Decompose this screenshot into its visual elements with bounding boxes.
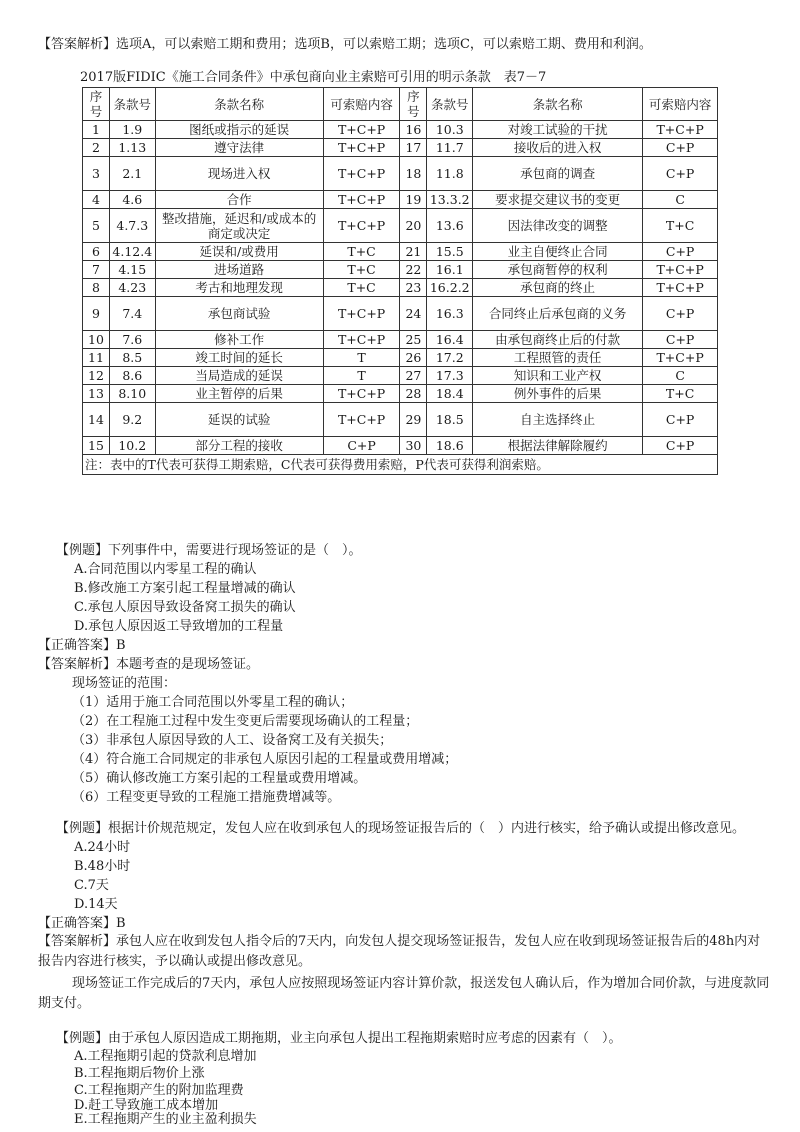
table-cell: 14 bbox=[83, 403, 110, 437]
q2-option: A.24小时 bbox=[74, 840, 131, 855]
table-cell: 16.2.2 bbox=[427, 279, 473, 297]
table-cell: 28 bbox=[400, 385, 427, 403]
table-cell: 承包商试验 bbox=[155, 297, 323, 331]
table-cell: 要求提交建议书的变更 bbox=[473, 191, 643, 209]
table-cell: C+P bbox=[643, 297, 718, 331]
q2-option: D.14天 bbox=[74, 897, 118, 912]
table-row bbox=[83, 297, 718, 331]
table-cell: 自主选择终止 bbox=[473, 403, 643, 437]
table-cell: 现场进入权 bbox=[155, 157, 323, 191]
q1-option: A.合同范围以内零星工程的确认 bbox=[74, 562, 257, 577]
q1-scope-item: （3）非承包人原因导致的人工、设备窝工及有关损失； bbox=[72, 733, 393, 748]
table-cell: T+C bbox=[323, 279, 400, 297]
table-cell: 18.6 bbox=[427, 437, 473, 455]
table-cell: T+C bbox=[643, 385, 718, 403]
table-row bbox=[83, 191, 718, 209]
table-cell: 11.8 bbox=[427, 157, 473, 191]
table-cell: 27 bbox=[400, 367, 427, 385]
table-cell: 9 bbox=[83, 297, 110, 331]
q1-scope-item: （6）工程变更导致的工程施工措施费增减等。 bbox=[72, 790, 341, 805]
table-cell: 因法律改变的调整 bbox=[473, 209, 643, 243]
q1-scope-item: （1）适用于施工合同范围以外零星工程的确认； bbox=[72, 695, 354, 710]
table-cell: 8.5 bbox=[109, 349, 155, 367]
table-cell: T bbox=[323, 367, 400, 385]
table-cell: 进场道路 bbox=[155, 261, 323, 279]
table-row bbox=[83, 385, 718, 403]
table-cell: 3 bbox=[83, 157, 110, 191]
table-cell: T bbox=[323, 349, 400, 367]
table-cell: 10.2 bbox=[109, 437, 155, 455]
table-cell: 4.7.3 bbox=[109, 209, 155, 243]
q2-option: B.48小时 bbox=[74, 859, 131, 874]
table-cell: 18.4 bbox=[427, 385, 473, 403]
q2-stem: 【例题】根据计价规范规定，发包人应在收到承包人的现场签证报告后的（ ）内进行核实，给予确认或提出修改意见。 bbox=[56, 821, 746, 836]
table-cell: 20 bbox=[400, 209, 427, 243]
q3-option: B.工程拖期后物价上涨 bbox=[74, 1066, 205, 1081]
table-cell: 30 bbox=[400, 437, 427, 455]
table-cell: 延误的试验 bbox=[155, 403, 323, 437]
q3-stem: 【例题】由于承包人原因造成工期拖期，业主向承包人提出工程拖期索赔时应考虑的因素有（ ）。 bbox=[56, 1031, 622, 1046]
table-row bbox=[83, 243, 718, 261]
table-cell: 工程照管的责任 bbox=[473, 349, 643, 367]
table-cell: C+P bbox=[643, 437, 718, 455]
table-cell: T+C+P bbox=[323, 385, 400, 403]
table-cell: 13.3.2 bbox=[427, 191, 473, 209]
table-body bbox=[83, 121, 718, 455]
table-cell: 1 bbox=[83, 121, 110, 139]
table-cell: 16.3 bbox=[427, 297, 473, 331]
q1-option: B.修改施工方案引起工程量增减的确认 bbox=[74, 581, 296, 596]
intro-analysis: 【答案解析】选项A，可以索赔工期和费用；选项B，可以索赔工期；选项C，可以索赔工期、费用和利润。 bbox=[38, 37, 652, 52]
table-cell: 整改措施，延迟和/或成本的商定或决定 bbox=[155, 209, 323, 243]
q1-scope-item: （5）确认修改施工方案引起的工程量或费用增减。 bbox=[72, 771, 367, 786]
table-cell: C+P bbox=[643, 243, 718, 261]
table-cell: 11.7 bbox=[427, 139, 473, 157]
table-cell: 17.2 bbox=[427, 349, 473, 367]
q2-analysis: 【答案解析】承包人应在收到发包人指令后的7天内，向发包人提交现场签证报告，发包人应在收到现场签证报告后的48h内对报告内容进行核实，予以确认或提出修改意见。 bbox=[38, 934, 761, 969]
q1-scope-title: 现场签证的范围： bbox=[72, 676, 177, 691]
table-cell: 图纸或指示的延误 bbox=[155, 121, 323, 139]
header-cell: 条款名称 bbox=[473, 88, 643, 121]
q1-scope-item: （4）符合施工合同规定的非承包人原因引起的工程量或费用增减； bbox=[72, 752, 458, 767]
table-cell: T+C+P bbox=[643, 279, 718, 297]
table-note: 注：表中的T代表可获得工期索赔，C代表可获得费用索赔，P代表可获得利润索赔。 bbox=[83, 455, 718, 475]
q1-option: C.承包人原因导致设备窝工损失的确认 bbox=[74, 600, 296, 615]
table-cell: 15 bbox=[83, 437, 110, 455]
table-cell: 16.4 bbox=[427, 331, 473, 349]
table-cell: T+C+P bbox=[323, 121, 400, 139]
table-cell: 29 bbox=[400, 403, 427, 437]
table-cell: C+P bbox=[643, 139, 718, 157]
table-cell: 4.15 bbox=[109, 261, 155, 279]
table-cell: T+C+P bbox=[323, 191, 400, 209]
header-cell: 可索赔内容 bbox=[643, 88, 718, 121]
table-cell: 1.9 bbox=[109, 121, 155, 139]
table-cell: 修补工作 bbox=[155, 331, 323, 349]
table-cell: 5 bbox=[83, 209, 110, 243]
table-cell: 部分工程的接收 bbox=[155, 437, 323, 455]
q1-answer: 【正确答案】B bbox=[38, 638, 126, 653]
table-cell: 13 bbox=[83, 385, 110, 403]
table-cell: 8 bbox=[83, 279, 110, 297]
clauses-table bbox=[82, 87, 718, 475]
table-cell: 延误和/或费用 bbox=[155, 243, 323, 261]
table-cell: T+C+P bbox=[643, 261, 718, 279]
q2-answer: 【正确答案】B bbox=[38, 916, 126, 931]
table-row bbox=[83, 261, 718, 279]
table-cell: 7 bbox=[83, 261, 110, 279]
table-cell: 知识和工业产权 bbox=[473, 367, 643, 385]
table-cell: T+C+P bbox=[643, 121, 718, 139]
table-cell: 18.5 bbox=[427, 403, 473, 437]
table-cell: 例外事件的后果 bbox=[473, 385, 643, 403]
table-cell: 合作 bbox=[155, 191, 323, 209]
table-cell: 7.6 bbox=[109, 331, 155, 349]
q1-stem: 【例题】下列事件中，需要进行现场签证的是（ ）。 bbox=[56, 543, 362, 558]
table-cell: 16 bbox=[400, 121, 427, 139]
table-cell: C bbox=[643, 191, 718, 209]
table-cell: T+C+P bbox=[323, 157, 400, 191]
table-cell: 15.5 bbox=[427, 243, 473, 261]
table-cell: 13.6 bbox=[427, 209, 473, 243]
header-cell: 可索赔内容 bbox=[323, 88, 400, 121]
table-cell: 业主暂停的后果 bbox=[155, 385, 323, 403]
table-cell: 考古和地理发现 bbox=[155, 279, 323, 297]
table-cell: C bbox=[643, 367, 718, 385]
q2-option: C.7天 bbox=[74, 878, 109, 893]
table-cell: 17.3 bbox=[427, 367, 473, 385]
q1-option: D.承包人原因返工导致增加的工程量 bbox=[74, 619, 284, 634]
table-cell: 竣工时间的延长 bbox=[155, 349, 323, 367]
q1-analysis: 【答案解析】本题考查的是现场签证。 bbox=[38, 657, 260, 672]
table-header-row bbox=[83, 88, 718, 121]
table-cell: 7.4 bbox=[109, 297, 155, 331]
table-cell: 23 bbox=[400, 279, 427, 297]
table-cell: 对竣工试验的干扰 bbox=[473, 121, 643, 139]
table-cell: 2 bbox=[83, 139, 110, 157]
q3-option: E.工程拖期产生的业主盈利损失 bbox=[74, 1112, 257, 1127]
table-cell: 遵守法律 bbox=[155, 139, 323, 157]
table-cell: 22 bbox=[400, 261, 427, 279]
table-cell: 由承包商终止后的付款 bbox=[473, 331, 643, 349]
table-cell: 10 bbox=[83, 331, 110, 349]
table-cell: 18 bbox=[400, 157, 427, 191]
table-cell: 8.6 bbox=[109, 367, 155, 385]
table-row bbox=[83, 157, 718, 191]
table-cell: 承包商的终止 bbox=[473, 279, 643, 297]
table-cell: 业主自便终止合同 bbox=[473, 243, 643, 261]
table-cell: T+C+P bbox=[323, 331, 400, 349]
table-row bbox=[83, 367, 718, 385]
table-cell: T+C+P bbox=[323, 403, 400, 437]
table-cell: 24 bbox=[400, 297, 427, 331]
table-cell: 当局造成的延误 bbox=[155, 367, 323, 385]
table-row bbox=[83, 349, 718, 367]
header-cell: 条款号 bbox=[109, 88, 155, 121]
table-cell: 4.23 bbox=[109, 279, 155, 297]
table-cell: 9.2 bbox=[109, 403, 155, 437]
header-cell: 序号 bbox=[400, 88, 427, 121]
table-cell: T+C bbox=[643, 209, 718, 243]
header-cell: 序号 bbox=[83, 88, 110, 121]
table-cell: 4.6 bbox=[109, 191, 155, 209]
table-cell: 合同终止后承包商的义务 bbox=[473, 297, 643, 331]
table-cell: 10.3 bbox=[427, 121, 473, 139]
table-cell: 承包商暂停的权利 bbox=[473, 261, 643, 279]
table-cell: 根据法律解除履约 bbox=[473, 437, 643, 455]
q3-option: A.工程拖期引起的贷款利息增加 bbox=[74, 1049, 257, 1064]
table-row bbox=[83, 437, 718, 455]
table-cell: T+C+P bbox=[323, 139, 400, 157]
table-cell: T+C+P bbox=[323, 297, 400, 331]
table-cell: 16.1 bbox=[427, 261, 473, 279]
table-cell: 12 bbox=[83, 367, 110, 385]
table-cell: 21 bbox=[400, 243, 427, 261]
table-cell: 8.10 bbox=[109, 385, 155, 403]
table-cell: 25 bbox=[400, 331, 427, 349]
table-cell: C+P bbox=[323, 437, 400, 455]
table-cell: 接收后的进入权 bbox=[473, 139, 643, 157]
table-cell: T+C bbox=[323, 261, 400, 279]
q2-analysis-2: 现场签证工作完成后的7天内，承包人应按照现场签证内容计算价款，报送发包人确认后，作为增加合同价款，与进度款同期支付。 bbox=[38, 976, 770, 1011]
q1-scope-item: （2）在工程施工过程中发生变更后需要现场确认的工程量； bbox=[72, 714, 419, 729]
header-cell: 条款名称 bbox=[155, 88, 323, 121]
table-note-row bbox=[83, 455, 718, 475]
table-cell: T+C bbox=[323, 243, 400, 261]
table-row bbox=[83, 139, 718, 157]
table-cell: 承包商的调查 bbox=[473, 157, 643, 191]
table-cell: 4.12.4 bbox=[109, 243, 155, 261]
table-cell: 2.1 bbox=[109, 157, 155, 191]
header-cell: 条款号 bbox=[427, 88, 473, 121]
q3-option: C.工程拖期产生的附加监理费 bbox=[74, 1083, 244, 1098]
table-cell: 11 bbox=[83, 349, 110, 367]
table-cell: 1.13 bbox=[109, 139, 155, 157]
table-row bbox=[83, 279, 718, 297]
table-cell: C+P bbox=[643, 157, 718, 191]
table-row bbox=[83, 331, 718, 349]
table-cell: 4 bbox=[83, 191, 110, 209]
table-row bbox=[83, 121, 718, 139]
table-cell: T+C+P bbox=[323, 209, 400, 243]
table-cell: 6 bbox=[83, 243, 110, 261]
table-cell: 17 bbox=[400, 139, 427, 157]
table-cell: C+P bbox=[643, 403, 718, 437]
table-cell: T+C+P bbox=[643, 349, 718, 367]
table-row bbox=[83, 209, 718, 243]
table-cell: 26 bbox=[400, 349, 427, 367]
q3-option: D.赶工导致施工成本增加 bbox=[74, 1098, 219, 1113]
table-cell: C+P bbox=[643, 331, 718, 349]
table-row bbox=[83, 403, 718, 437]
table-cell: 19 bbox=[400, 191, 427, 209]
table-title: 2017版FIDIC《施工合同条件》中承包商向业主索赔可引用的明示条款 表7－7 bbox=[80, 70, 547, 85]
